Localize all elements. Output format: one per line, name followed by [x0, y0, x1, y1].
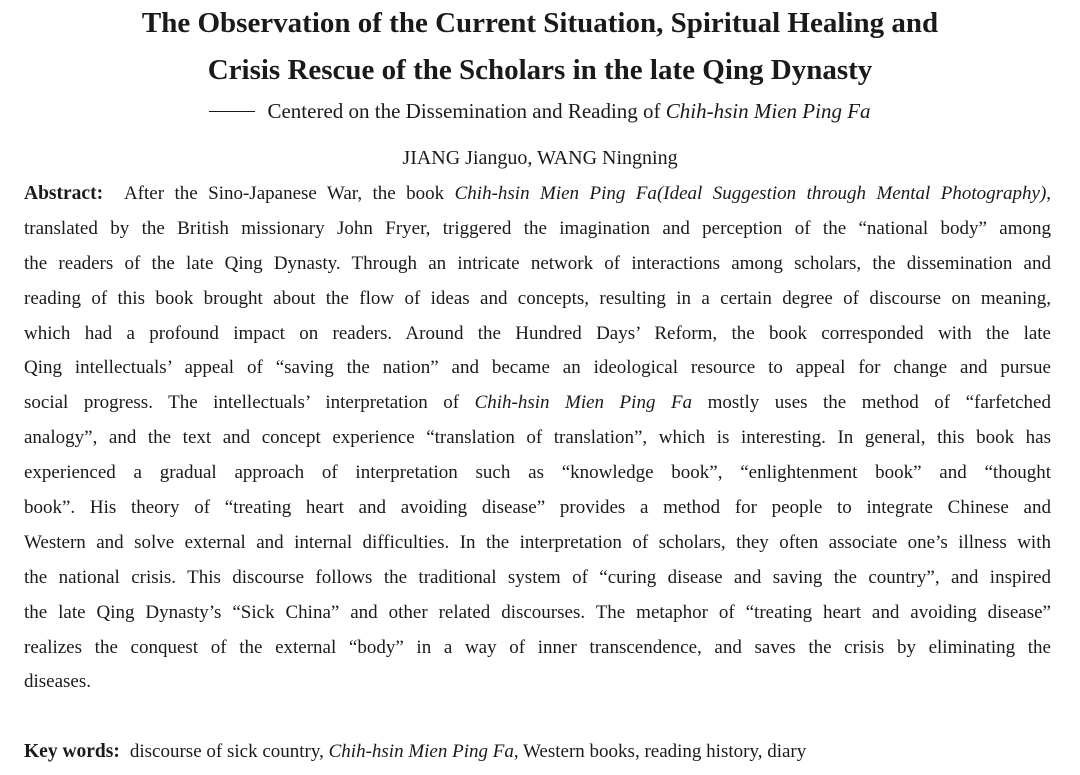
authors: JIANG Jianguo, WANG Ningning — [402, 147, 678, 169]
em-dash-rule — [209, 111, 255, 112]
keyword-text: , Western books, reading history, diary — [513, 741, 807, 762]
abstract-line: the national crisis. This discourse follows the traditional system of “curing disease and saving the country”, and inspired — [24, 566, 1051, 588]
abstract-line: reading of this book brought about the flow of ideas and concepts, resulting in a certain degree of discourse on meaning, — [24, 287, 1051, 309]
abstract-text: social progress. The intellectuals’ interpretation of — [24, 392, 475, 414]
abstract-line: the readers of the late Qing Dynasty. Through an intricate network of interactions among scholars, the dissemination and — [24, 252, 1051, 274]
abstract-text: mostly uses the method of “farfetched — [692, 392, 1051, 414]
keyword-text: discourse of sick country, — [129, 741, 329, 762]
abstract-line: analogy”, and the text and concept experience “translation of translation”, which is interesting. In general, this book has — [24, 427, 1051, 449]
abstract-line: Qing intellectuals’ appeal of “saving the nation” and became an ideological resource to appeal for change and pursue — [24, 357, 1051, 379]
keywords-label: Key words: — [24, 741, 120, 762]
abstract-line: which had a profound impact on readers. Around the Hundred Days’ Reform, the book corresponded with the late — [24, 322, 1051, 344]
paper-subtitle — [0, 97, 1080, 125]
abstract-book-english-title: (Ideal Suggestion through Mental Photography) — [656, 183, 1047, 204]
abstract — [24, 177, 1051, 700]
keywords — [24, 736, 806, 768]
subtitle-prefix: Centered on the Dissemination and Reading of — [267, 99, 666, 123]
abstract-label: Abstract: — [24, 183, 104, 204]
abstract-text: , — [1046, 183, 1052, 204]
abstract-line: realizes the conquest of the external “body” in a way of inner transcendence, and saves the crisis by eliminating the — [24, 636, 1051, 658]
abstract-line — [24, 386, 1051, 421]
abstract-line: book”. His theory of “treating heart and avoiding disease” provides a method for people to integrate Chinese and — [24, 497, 1051, 519]
abstract-line: Western and solve external and internal difficulties. In the interpretation of scholars, they often associate one’s illness with — [24, 531, 1051, 553]
paper-title-line-2: Crisis Rescue of the Scholars in the late Qing Dynasty — [207, 54, 873, 86]
keyword-book-title: Chih-hsin Mien Ping Fa — [328, 741, 514, 762]
abstract-line: translated by the British missionary John Fryer, triggered the imagination and perception of the “national body” among — [24, 217, 1051, 239]
subtitle-book-title: Chih-hsin Mien Ping Fa — [665, 99, 871, 123]
abstract-text: After the Sino-Japanese War, the book — [123, 183, 455, 204]
abstract-line — [24, 177, 1051, 212]
abstract-line: diseases. — [24, 671, 92, 693]
paper-title-line-1: The Observation of the Current Situation, Spiritual Healing and — [141, 7, 939, 39]
abstract-book-title: Chih-hsin Mien Ping Fa — [474, 392, 693, 414]
abstract-line: experienced a gradual approach of interpretation such as “knowledge book”, “enlightenment book” and “thought — [24, 462, 1051, 484]
abstract-line: the late Qing Dynasty’s “Sick China” and other related discourses. The metaphor of “treating heart and avoiding disease” — [24, 601, 1051, 623]
abstract-book-title: Chih-hsin Mien Ping Fa — [454, 183, 657, 204]
